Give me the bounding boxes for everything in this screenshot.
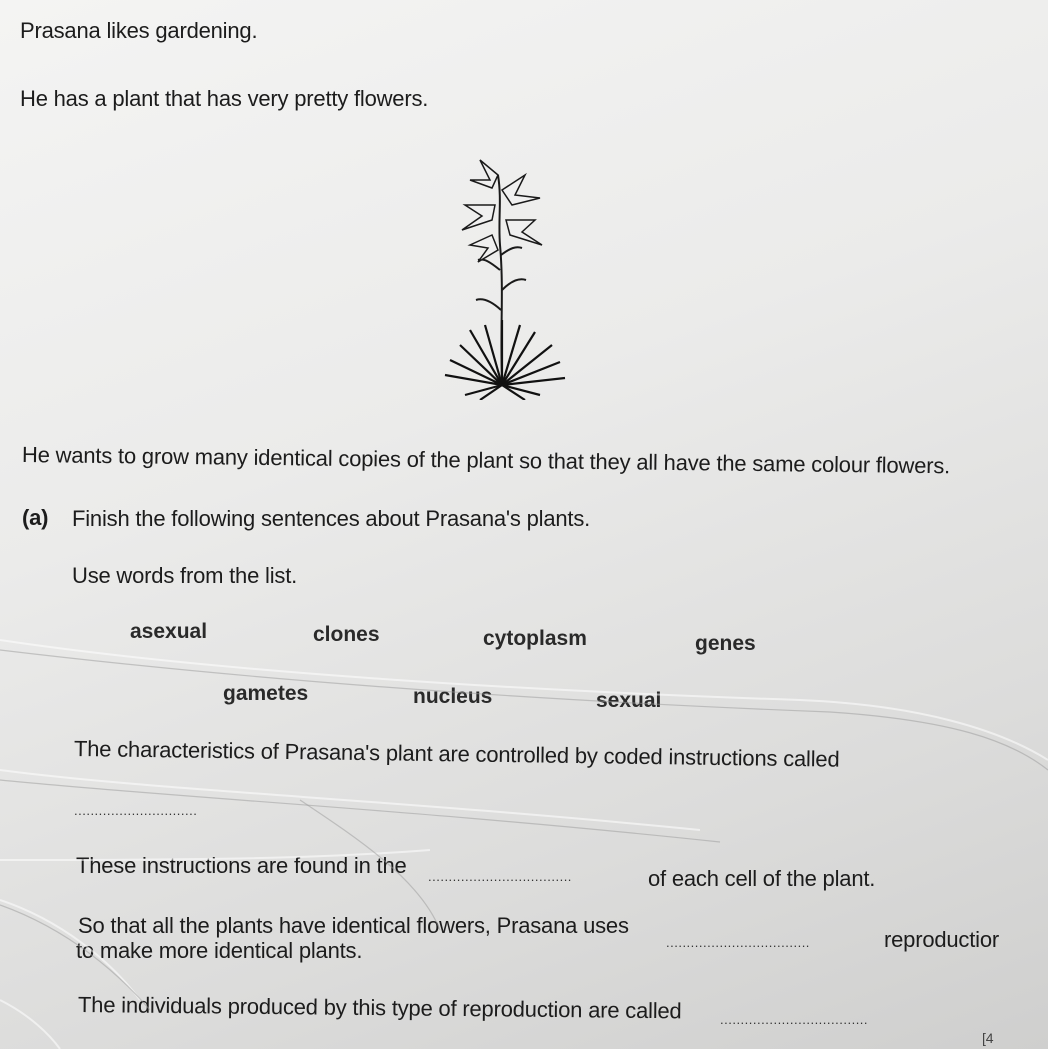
intro-line-1: Prasana likes gardening.	[20, 18, 258, 43]
word-gametes: gametes	[223, 682, 309, 705]
lily-plant-icon	[440, 150, 570, 400]
part-label: (a)	[22, 505, 49, 530]
question-stem: He wants to grow many identical copies of the plant so that they all have the same colour flowers.	[21, 442, 951, 479]
answer-blank-1[interactable]: ..............................	[74, 803, 198, 818]
answer-blank-4[interactable]: ....................................	[720, 1012, 869, 1027]
sentence-1: The characteristics of Prasana's plant are controlled by coded instructions called	[73, 736, 840, 772]
word-asexual: asexual	[130, 620, 208, 643]
word-genes: genes	[695, 632, 756, 655]
marks-indicator: [4	[982, 1030, 994, 1046]
sentence-3-start: So that all the plants have identical flowers, Prasana uses	[78, 913, 629, 938]
instruction: Use words from the list.	[72, 563, 298, 588]
sentence-2-start: These instructions are found in the	[76, 853, 407, 878]
word-clones: clones	[313, 623, 380, 646]
sentence-3-end: reproductior	[884, 927, 999, 952]
answer-blank-3[interactable]: ...................................	[666, 935, 810, 950]
word-nucleus: nucleus	[413, 685, 493, 708]
word-sexual: sexual	[596, 689, 662, 712]
sentence-4: The individuals produced by this type of reproduction are called	[77, 992, 682, 1024]
sentence-2-end: of each cell of the plant.	[648, 866, 876, 891]
part-text: Finish the following sentences about Prasana's plants.	[72, 506, 591, 531]
word-cytoplasm: cytoplasm	[483, 627, 587, 650]
sentence-3-line-2: to make more identical plants.	[76, 938, 363, 963]
answer-blank-2[interactable]: ...................................	[428, 869, 572, 884]
intro-line-2: He has a plant that has very pretty flowers.	[20, 86, 429, 111]
